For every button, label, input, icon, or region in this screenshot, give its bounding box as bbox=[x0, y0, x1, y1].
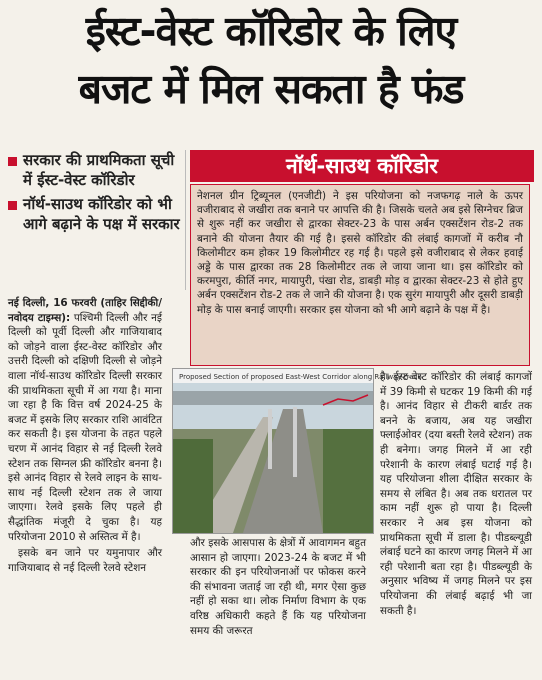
highlight-text: नॉर्थ-साउथ कॉरिडोर को भी आगे बढ़ाने के पक्ष में सरकार bbox=[23, 195, 180, 233]
sidebar-text: नेशनल ग्रीन ट्रिब्यूनल (एनजीटी) ने इस परियोजना को नजफगढ़ नाले के ऊपर वजीराबाद से जखीरा तक बनाने पर आपत्ति की है। जिसके चलते अब इसे सिग्नेचर ब्रिज से शुरू नहीं कर जखीरा से द्वारका सेक्टर-23 के पास अर्बन एक्सटेंशन रोड-2 तक बनाने की योजना तैयार की गई है। इससे कॉरिडोर की लंबाई कागजों में करीब नौ किलोमीटर कम होकर 19 किलोमीटर रह गई है। पहले इसे वजीराबाद से लेकर हवाई अड्डे के पास द्वारका तक 28 किलोमीटर तक ले जाया जाना था। इस कॉरिडोर को करमपुरा, कीर्ति नगर, मायापुरी, पंखा रोड, डाबड़ी मोड़ व द्वारका सेक्टर-23 से होते हुए अर्बन एक्सटेंशन रोड-2 तक ले जाने की योजना है। एक सुरंग मायापुरी और दूसरी डाबड़ी मोड़ के पास बनाई जाएगी। सरकार इस योजना को भी आगे बढ़ाने के पक्ष में है। bbox=[197, 190, 523, 316]
bullet-square-icon bbox=[8, 201, 17, 210]
highlight-item bbox=[8, 194, 180, 234]
photo-caption: Proposed Section of proposed East-West Corridor along Railway track bbox=[179, 373, 422, 381]
article-paragraph: इसके बन जाने पर यमुनापार और गाजियाबाद से नई दिल्ली रेलवे स्टेशन bbox=[8, 547, 162, 574]
headline-line-2: बजट में मिल सकता है फंड bbox=[78, 65, 464, 113]
corridor-photo-illustration bbox=[173, 369, 422, 533]
corridor-photo bbox=[172, 368, 422, 534]
sidebar-box bbox=[190, 184, 530, 366]
article-paragraph: और इसके आसपास के क्षेत्रों में आवागमन बहुत आसान हो जाएगा। 2023-24 के बजट में भी सरकार की इन परियोजनाओं पर फोकस करने की संभावना जताई जा रही थी, मगर ऐसा कुछ नहीं हो सका था। लोक निर्माण विभाग के एक वरिष्ठ अधिकारी कहते हैं कि यह परियोजना समय की जरूरत bbox=[190, 537, 366, 637]
article-column-3 bbox=[380, 370, 532, 618]
headline-line-1: ईस्ट-वेस्ट कॉरिडोर के लिए bbox=[85, 7, 457, 55]
dateline: नई दिल्ली, 16 फरवरी (ताहिर सिद्दीकी/नवोदय टाइम्स): bbox=[8, 297, 162, 324]
article-paragraph: है। ईस्ट-वेस्ट कॉरिडोर की लंबाई कागजों में 39 किमी से घटकर 19 किमी की गई है। आनंद विहार से टीकरी बार्डर तक बनने के बजाय, अब यह जखीरा फ्लाईओवर (दया बस्ती रेलवे स्टेशन) तक ही बनेगा। जगह मिलने में आ रही परेशानी के कारण लंबाई घटाई गई है। यह परियोजना शीला दीक्षित सरकार के समय से लंबित है। अब तक धरातल पर काम नहीं शुरू हो पाया है। दिल्ली सरकार ने अब इस योजना को प्राथमिकता सूची में डाला है। पीडब्ल्यूडी लंबाई घटने का कारण जगह मिलने में आ रही परेशानी बता रहा है। पीडब्ल्यूडी के अनुसार भविष्य में जगह मिलने पर इस परियोजना की लंबाई बढ़ाई भी जा सकती है। bbox=[380, 371, 532, 617]
highlight-text: सरकार की प्राथमिकता सूची में ईस्ट-वेस्ट कॉरिडोर bbox=[23, 151, 175, 189]
sidebar-title: नॉर्थ-साउथ कॉरिडोर bbox=[190, 150, 534, 182]
article-column-1 bbox=[8, 296, 162, 575]
article-column-2 bbox=[190, 536, 366, 638]
highlights bbox=[8, 150, 180, 238]
highlight-item bbox=[8, 150, 180, 190]
article-paragraph: पश्चिमी दिल्ली और नई दिल्ली को पूर्वी दिल्ली और गाजियाबाद को जोड़ने वाला ईस्ट-वेस्ट कॉरिडोर और उत्तरी दिल्ली को दक्षिणी दिल्ली से जोड़ने वाला नॉर्थ-साउथ कॉरिडोर दिल्ली सरकार की प्राथमिकता सूची में आ गया है। माना जा रहा है कि वित्त वर्ष 2024-25 के बजट में इसके लिए सरकार राशि आवंटित कर सकती है। इस योजना के तहत पहले चरण में आनंद विहार से नई दिल्ली रेलवे स्टेशन तक सिग्नल फ्री कॉरिडोर बनना है। इसे आनंद विहार से रेलवे लाइन के साथ-साथ नई दिल्ली स्टेशन तक ले जाया जाएगा। रेलवे इसके लिए पहले ही सैद्धांतिक मंजूरी दे चुका है। यह परियोजना 2010 से अस्तित्व में है। bbox=[8, 311, 162, 543]
bullet-square-icon bbox=[8, 157, 17, 166]
headline bbox=[8, 2, 534, 118]
column-divider bbox=[185, 150, 186, 290]
